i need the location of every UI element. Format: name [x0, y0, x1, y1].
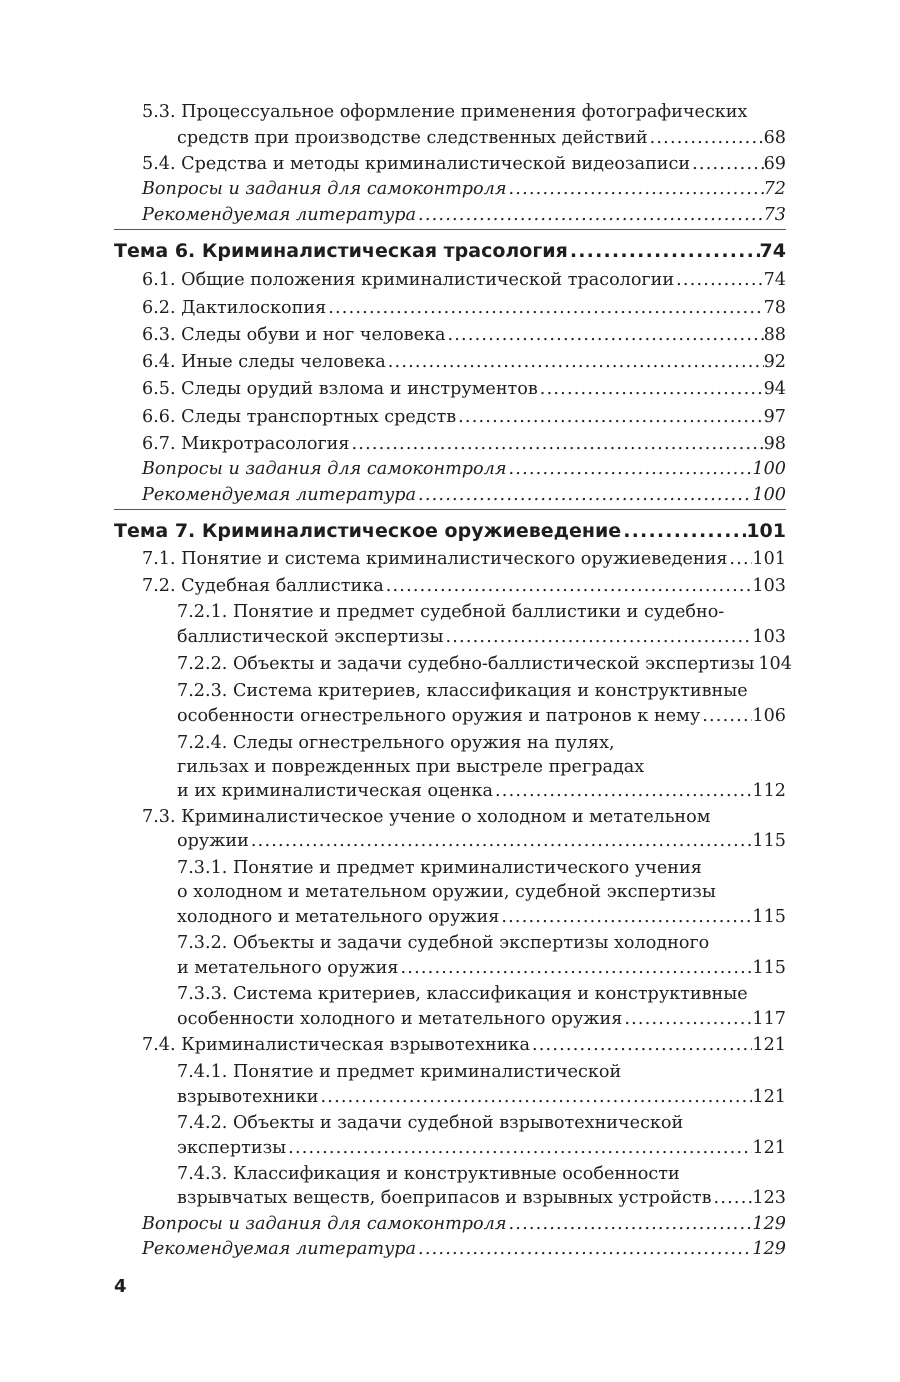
- toc-page-number: 103: [752, 576, 786, 596]
- toc-entry[interactable]: [142, 323, 786, 347]
- toc-entry[interactable]: [142, 350, 786, 374]
- toc-entry-title: и метательного оружия: [177, 958, 399, 978]
- toc-entry[interactable]: [177, 652, 792, 676]
- toc-entry[interactable]: [177, 779, 786, 803]
- toc-entry-title: 6.3. Следы обуви и ног человека: [142, 325, 446, 345]
- toc-entry-title: и их криминалистическая оценка: [177, 781, 493, 801]
- toc-page-number: 121: [752, 1087, 786, 1107]
- dot-leader: [384, 574, 753, 598]
- dot-leader: [712, 1186, 753, 1210]
- toc-page-number: 129: [752, 1214, 786, 1234]
- toc-entry[interactable]: [142, 432, 786, 456]
- toc-page-number: 112: [752, 781, 786, 801]
- toc-page-number: 94: [763, 379, 786, 399]
- toc-entry-title: средств при производстве следственных действий: [177, 128, 648, 148]
- dot-leader: [507, 457, 753, 481]
- toc-entry[interactable]: [142, 296, 786, 320]
- dot-leader: [249, 829, 753, 853]
- toc-page-number: 129: [752, 1239, 786, 1259]
- page-number: 4: [114, 1276, 127, 1297]
- toc-page-number: 121: [752, 1035, 786, 1055]
- toc-page-number: 123: [752, 1188, 786, 1208]
- toc-entry[interactable]: [142, 574, 786, 598]
- dot-leader: [386, 350, 764, 374]
- section-divider: [114, 509, 786, 510]
- toc-page-number: 103: [752, 627, 786, 647]
- toc-entry-line: 7.4.3. Классификация и конструктивные особенности: [177, 1164, 680, 1184]
- toc-entry[interactable]: [177, 1085, 786, 1109]
- toc-entry-title: 6.4. Иные следы человека: [142, 352, 386, 372]
- dot-leader: [416, 483, 752, 507]
- toc-page-number: 98: [763, 434, 786, 454]
- toc-entry[interactable]: [142, 177, 786, 201]
- dot-leader: [507, 1212, 753, 1236]
- dot-leader: [416, 1237, 752, 1261]
- toc-page-number: 100: [752, 459, 786, 479]
- toc-entry[interactable]: [142, 1212, 786, 1236]
- toc-page-number: 106: [752, 706, 786, 726]
- toc-entry-line: 7.4.1. Понятие и предмет криминалистической: [177, 1062, 622, 1082]
- toc-entry-title: 6.5. Следы орудий взлома и инструментов: [142, 379, 538, 399]
- toc-entry-line: 5.3. Процессуальное оформление применения фотографических: [142, 102, 748, 122]
- toc-page-number: 74: [763, 270, 786, 290]
- toc-entry-title: Вопросы и задания для самоконтроля: [142, 459, 507, 479]
- toc-page-number: 68: [763, 128, 786, 148]
- toc-entry-line: 7.3.1. Понятие и предмет криминалистического учения: [177, 858, 702, 878]
- toc-entry[interactable]: [142, 152, 786, 176]
- toc-entry-title: взрывчатых веществ, боеприпасов и взрывных устройств: [177, 1188, 712, 1208]
- toc-entry-line: о холодном и метательном оружии, судебной экспертизы: [177, 882, 716, 902]
- dot-leader: [538, 377, 764, 401]
- toc-page-number: 117: [752, 1009, 786, 1029]
- toc-entry[interactable]: [142, 483, 786, 507]
- toc-entry-title: холодного и метательного оружия: [177, 907, 500, 927]
- dot-leader: [350, 432, 764, 456]
- toc-entry-title: 7.2.2. Объекты и задачи судебно-баллистической экспертизы: [177, 654, 755, 674]
- toc-entry-title: Тема 6. Криминалистическая трасология: [114, 240, 568, 262]
- toc-entry-title: Рекомендуемая литература: [142, 1239, 417, 1259]
- toc-page-number: 115: [752, 958, 786, 978]
- toc-entry[interactable]: [177, 1186, 786, 1210]
- toc-entry[interactable]: [142, 457, 786, 481]
- toc-page-number: 97: [763, 407, 786, 427]
- toc-page-number: 101: [746, 520, 786, 542]
- toc-entry-line: 7.4.2. Объекты и задачи судебной взрывотехнической: [177, 1113, 684, 1133]
- toc-entry-title: особенности огнестрельного оружия и патронов к нему: [177, 706, 701, 726]
- toc-entry-title: 6.7. Микротрасология: [142, 434, 350, 454]
- dot-leader: [690, 152, 764, 176]
- dot-leader: [507, 177, 764, 201]
- toc-page-number: 72: [763, 179, 786, 199]
- toc-page-number: 101: [752, 549, 786, 569]
- toc-entry-line: 7.2.3. Система критериев, классификация и конструктивные: [177, 681, 748, 701]
- toc-entry-line: 7.3.2. Объекты и задачи судебной экспертизы холодного: [177, 933, 710, 953]
- dot-leader: [648, 126, 764, 150]
- toc-entry[interactable]: [142, 377, 786, 401]
- toc-entry-title: Рекомендуемая литература: [142, 485, 417, 505]
- toc-entry-title: 7.2. Судебная баллистика: [142, 576, 384, 596]
- toc-entry-title: Вопросы и задания для самоконтроля: [142, 179, 507, 199]
- toc-entry-title: оружии: [177, 831, 249, 851]
- toc-page-number: 104: [758, 654, 792, 674]
- toc-entry[interactable]: [177, 1136, 786, 1160]
- toc-entry-line: 7.2.1. Понятие и предмет судебной баллистики и судебно-: [177, 602, 725, 622]
- section-divider: [114, 229, 786, 230]
- toc-page-number: 92: [763, 352, 786, 372]
- toc-entry-title: 7.4. Криминалистическая взрывотехника: [142, 1035, 530, 1055]
- toc-entry-title: Рекомендуемая литература: [142, 205, 417, 225]
- dot-leader: [700, 704, 752, 728]
- toc-entry[interactable]: [142, 547, 786, 571]
- dot-leader: [319, 1085, 753, 1109]
- toc-entry-title: 6.2. Дактилоскопия: [142, 298, 327, 318]
- toc-entry[interactable]: [177, 704, 786, 728]
- toc-entry[interactable]: [177, 829, 786, 853]
- dot-leader: [674, 268, 764, 292]
- toc-entry-title: баллистической экспертизы: [177, 627, 444, 647]
- dot-leader: [568, 237, 760, 265]
- dot-leader: [456, 405, 763, 429]
- dot-leader: [727, 547, 752, 571]
- toc-entry[interactable]: [142, 268, 786, 292]
- toc-page-number: 115: [752, 831, 786, 851]
- toc-theme-heading[interactable]: [114, 237, 786, 265]
- toc-page-number: 73: [763, 205, 786, 225]
- toc-page-number: 69: [763, 154, 786, 174]
- toc-entry-title: 7.1. Понятие и система криминалистического оружиеведения: [142, 549, 728, 569]
- dot-leader: [621, 517, 746, 545]
- toc-page-number: 100: [752, 485, 786, 505]
- toc-entry-title: 6.6. Следы транспортных средств: [142, 407, 457, 427]
- toc-entry-title: экспертизы: [177, 1138, 287, 1158]
- toc-theme-heading[interactable]: [114, 517, 786, 545]
- toc-entry-title: 5.4. Средства и методы криминалистической видеозаписи: [142, 154, 691, 174]
- dot-leader: [398, 956, 752, 980]
- toc-entry-line: 7.3. Криминалистическое учение о холодном и метательном: [142, 807, 711, 827]
- dot-leader: [443, 625, 752, 649]
- toc-entry[interactable]: [177, 905, 786, 929]
- toc-entry-line: 7.3.3. Система критериев, классификация и конструктивные: [177, 984, 748, 1004]
- toc-page-number: 88: [763, 325, 786, 345]
- dot-leader: [499, 905, 752, 929]
- dot-leader: [530, 1033, 752, 1057]
- dot-leader: [445, 323, 763, 347]
- toc-entry-title: 6.1. Общие положения криминалистической трасологии: [142, 270, 675, 290]
- toc-entry-title: Вопросы и задания для самоконтроля: [142, 1214, 507, 1234]
- toc-entry-title: Тема 7. Криминалистическое оружиеведение: [114, 520, 622, 542]
- toc-entry[interactable]: [177, 126, 786, 150]
- toc-entry[interactable]: [142, 1237, 786, 1261]
- toc-entry[interactable]: [177, 1007, 786, 1031]
- toc-entry-title: взрывотехники: [177, 1087, 319, 1107]
- toc-page-number: 78: [763, 298, 786, 318]
- toc-entry-line: 7.2.4. Следы огнестрельного оружия на пулях,: [177, 733, 615, 753]
- dot-leader: [622, 1007, 752, 1031]
- toc-entry[interactable]: [142, 405, 786, 429]
- toc-entry[interactable]: [142, 1033, 786, 1057]
- dot-leader: [286, 1136, 752, 1160]
- toc-entry-line: гильзах и поврежденных при выстреле преградах: [177, 757, 645, 777]
- toc-page-number: 74: [759, 240, 786, 262]
- dot-leader: [416, 203, 764, 227]
- toc-page-number: 121: [752, 1138, 786, 1158]
- toc-entry-title: особенности холодного и метательного оружия: [177, 1009, 623, 1029]
- dot-leader: [493, 779, 752, 803]
- toc-entry[interactable]: [177, 956, 786, 980]
- toc-entry[interactable]: [142, 203, 786, 227]
- toc-page-number: 115: [752, 907, 786, 927]
- toc-entry[interactable]: [177, 625, 786, 649]
- dot-leader: [326, 296, 763, 320]
